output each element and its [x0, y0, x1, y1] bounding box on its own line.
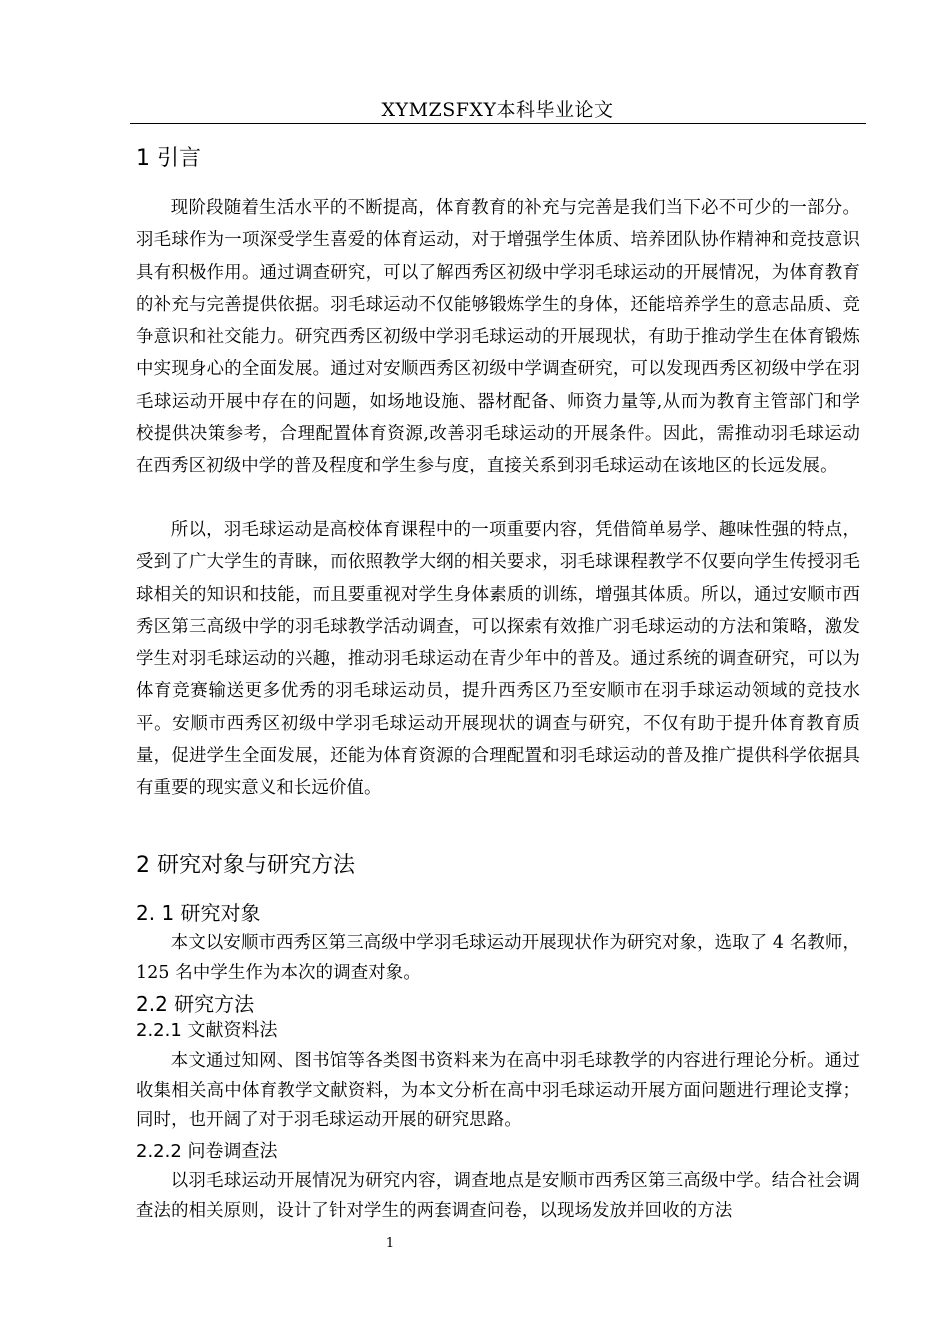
page-number: 1: [385, 1236, 395, 1251]
header-rule: [130, 123, 866, 124]
section-heading-introduction: 1 引言: [136, 146, 201, 171]
introduction-paragraph-2: 所以，羽毛球运动是高校体育课程中的一项重要内容，凭借简单易学、趣味性强的特点，受到了广大学生的青睐，而依照教学大纲的相关要求，羽毛球课程教学不仅要向学生传授羽毛球相关的知识和技能，而且要重视对学生身体素质的训练，增强其体质。所以，通过安顺市西秀区第三高级中学的羽毛球教学活动调查，可以探索有效推广羽毛球运动的方法和策略，激发学生对羽毛球运动的兴趣，推动羽毛球运动在青少年中的普及。通过系统的调查研究，可以为体育竞赛输送更多优秀的羽毛球运动员，提升西秀区乃至安顺市在羽手球运动领域的竞技水平。安顺市西秀区初级中学羽毛球运动开展现状的调查与研究，不仅有助于提升体育教育质量，促进学生全面发展，还能为体育资源的合理配置和羽毛球运动的普及推广提供科学依据具有重要的现实意义和长远价值。: [136, 520, 860, 799]
subsubsection-heading-questionnaire: 2.2.2 问卷调查法: [136, 1141, 278, 1162]
section-heading-methods: 2 研究对象与研究方法: [136, 853, 355, 878]
subsection-heading-research-object: 2. 1 研究对象: [136, 901, 261, 925]
introduction-paragraph-1: 现阶段随着生活水平的不断提高，体育教育的补充与完善是我们当下必不可少的一部分。羽毛球作为一项深受学生喜爱的体育运动，对于增强学生体质、培养团队协作精神和竞技意识具有积极作用。通过调查研究，可以了解西秀区初级中学羽毛球运动的开展情况，为体育教育的补充与完善提供依据。羽毛球运动不仅能够锻炼学生的身体，还能培养学生的意志品质、竞争意识和社交能力。研究西秀区初级中学羽毛球运动的开展现状，有助于推动学生在体育锻炼中实现身心的全面发展。通过对安顺西秀区初级中学调查研究，可以发现西秀区初级中学在羽毛球运动开展中存在的问题，如场地设施、器材配备、师资力量等,从而为教育主管部门和学校提供决策参考，合理配置体育资源,改善羽毛球运动的开展条件。因此，需推动羽毛球运动在西秀区初级中学的普及程度和学生参与度，直接关系到羽毛球运动在该地区的长远发展。: [136, 198, 860, 477]
header-title: XYMZSFXY本科毕业论文: [381, 99, 614, 121]
research-object-paragraph: 本文以安顺市西秀区第三高级中学羽毛球运动开展现状作为研究对象，选取了 4 名教师，125 名中学生作为本次的调查对象。: [136, 933, 860, 983]
literature-paragraph: 本文通过知网、图书馆等各类图书资料来为在高中羽毛球教学的内容进行理论分析。通过收集相关高中体育教学文献资料，为本文分析在高中羽毛球运动开展方面问题进行理论支撑；同时，也开阔了对于羽毛球运动开展的研究思路。: [136, 1051, 860, 1130]
subsection-heading-research-methods: 2.2 研究方法: [136, 992, 255, 1016]
subsubsection-heading-literature: 2.2.1 文献资料法: [136, 1020, 278, 1041]
questionnaire-paragraph: 以羽毛球运动开展情况为研究内容，调查地点是安顺市西秀区第三高级中学。结合社会调查法的相关原则，设计了针对学生的两套调查问卷，以现场发放并回收的方法: [136, 1171, 860, 1221]
